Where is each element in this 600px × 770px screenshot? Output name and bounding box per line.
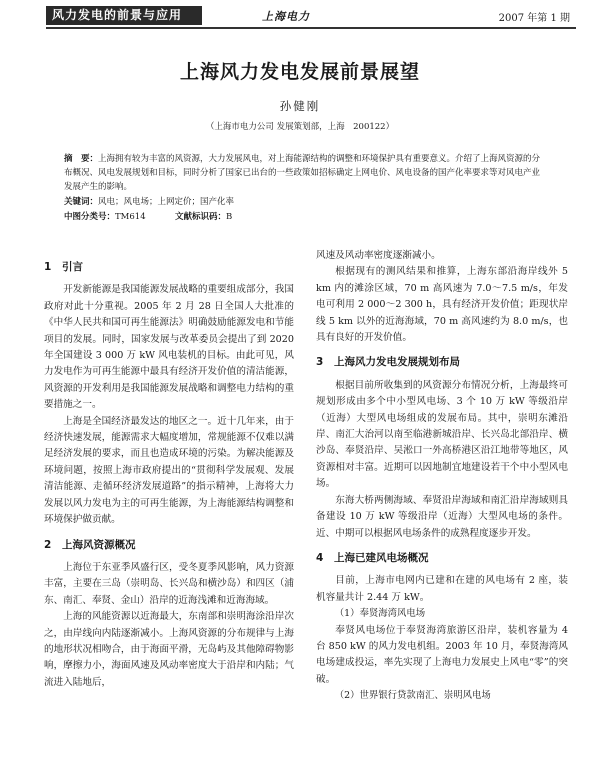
issue-label: 2007 年第 1 期 xyxy=(498,13,570,24)
classification xyxy=(64,210,542,224)
subheading: （1）奉贤海湾风电场 xyxy=(334,608,426,620)
keywords-text: 风电；风电场；上网定价；国产化率 xyxy=(98,197,235,207)
paragraph: 开发新能源是我国能源发展战略的重要组成部分，我国政府对此十分重视。2005 年 2 月 28 日全国人大批准的《中华人民共和国可再生能源法》明确鼓励能源发电和节能项目的发展。同时，国家发展与改革委员会提出了到 2020 年全国建设 3 000 万 kW 风电装机的目标。由此可见，风力发电作为可再生能源中最具有经济开发价值的清洁能源，风资源的开发利用是我国能源发展战略和调整电力结构的重要措施之一。 xyxy=(44,284,294,411)
running-header xyxy=(0,0,600,30)
abstract-block xyxy=(64,152,542,224)
paragraph: 目前，上海市电网内已建和在建的风电场有 2 座，装机容量共计 2.44 万 kW。 xyxy=(316,575,568,603)
section-heading-3: 3 上海风力发电发展规划布局 xyxy=(316,356,460,369)
article-title: 上海风力发电发展前景展望 xyxy=(179,61,420,83)
paragraph: 奉贤风电场位于奉贤海湾旅游区沿岸，装机容量为 4 台 850 kW 的风力发电机组。2003 年 10 月，奉贤海湾风电场建成投运，率先实现了上海电力发展史上风电“零”的突破。 xyxy=(316,624,568,685)
paragraph: 上海位于东亚季风盛行区，受冬夏季风影响，风力资源丰富，主要在三岛（崇明岛、长兴岛和横沙岛）和四区（浦东、南汇、奉贤、金山）沿岸的近海浅滩和近海海域。 xyxy=(44,561,294,606)
column-tag: 风力发电的前景与应用 xyxy=(46,6,202,25)
paragraph: 风速及风动率密度逐渐减小。 xyxy=(316,250,441,261)
doc-code-label: 文献标识码： xyxy=(175,212,227,222)
subheading: （2）世界银行贷款南汇、崇明风电场 xyxy=(334,690,491,702)
clc-value: TM614 xyxy=(115,212,146,222)
section-heading-4: 4 上海已建风电场概况 xyxy=(316,551,429,564)
abstract xyxy=(64,152,542,194)
section-heading-2: 2 上海风资源概况 xyxy=(44,538,136,551)
left-column xyxy=(44,251,294,691)
keywords-label: 关键词： xyxy=(64,197,99,207)
article-author: 孙健刚 xyxy=(279,99,321,113)
journal-name: 上海电力 xyxy=(262,10,310,23)
clc-label: 中图分类号： xyxy=(64,212,116,222)
abstract-text: 上海拥有较为丰富的风资源，大力发展风电，对上海能源结构的调整和环境保护具有重要意义。介绍了上海风资源的分布概况、风电发展规划和目标，同时分析了国家已出台的一些政策如招标确定上网电价、风电设备的国产化率要求等对风电产业发展产生的影响。 xyxy=(64,154,541,192)
abstract-label: 摘 要： xyxy=(64,154,99,164)
paragraph: 上海的风能资源以近海最大，东南部和崇明海涂沿岸次之，由岸线向内陆逐渐减小。上海风资源的分布规律与上海的地形状况相吻合，由于海面平滑，无岛屿及其他障碍物影响，摩擦力小，海面风速及风动率密度大于沿岸和内陆；气流进入陆地后， xyxy=(44,611,294,688)
paragraph: 根据目前所收集到的风资源分布情况分析，上海最终可规划形成由多个中小型风电场、3 个 10 万 kW 等级沿岸（近海）大型风电场组成的发展布局。其中，崇明东滩沿岸、南汇大治河以南至临港新城沿岸、长兴岛北部沿岸、横沙岛、奉贤沿岸、吴淞口一外高桥港区沿江地带等地区，风资源相对丰富。近期可以因地制宜地建设若干个中小型风电场。 xyxy=(316,379,568,490)
keywords xyxy=(64,195,542,209)
section-heading-1: 1 引言 xyxy=(44,261,83,273)
paragraph: 根据现有的测风结果和推算，上海东部沿海岸线外 5 km 内的滩涂区域，70 m 高风速为 7.0～7.5 m/s，年发电可利用 2 000～2 300 h，具有经济开发价值；距现状岸线 5 km 以外的近海海域，70 m 高风速约为 8.0 m/s，也具有良好的开发价值。 xyxy=(316,266,568,344)
right-column xyxy=(316,248,568,705)
paragraph: 上海是全国经济最发达的地区之一。近十几年来，由于经济快速发展，能源需求大幅度增加，常规能源不仅难以满足经济发展的要求，而且也造成环境的污染。为解决能源及环境问题，按照上海市政府提出的“贯彻科学发展观、发展清洁能源、走循环经济发展道路”的指示精神，上海将大力发展以风力发电为主的可再生能源，为上海能源结构调整和环境保护做贡献。 xyxy=(44,415,294,526)
header-rule xyxy=(46,27,576,29)
article-affiliation: （上海市电力公司 发展策划部，上海 200122） xyxy=(205,122,395,132)
doc-code-value: B xyxy=(226,212,233,222)
paragraph: 东海大桥两侧海域、奉贤沿岸海域和南汇沿岸海域则具备建设 10 万 kW 等级沿岸（近海）大型风电场的条件。近、中期可以根据风电场条件的成熟程度逐步开发。 xyxy=(316,494,568,539)
